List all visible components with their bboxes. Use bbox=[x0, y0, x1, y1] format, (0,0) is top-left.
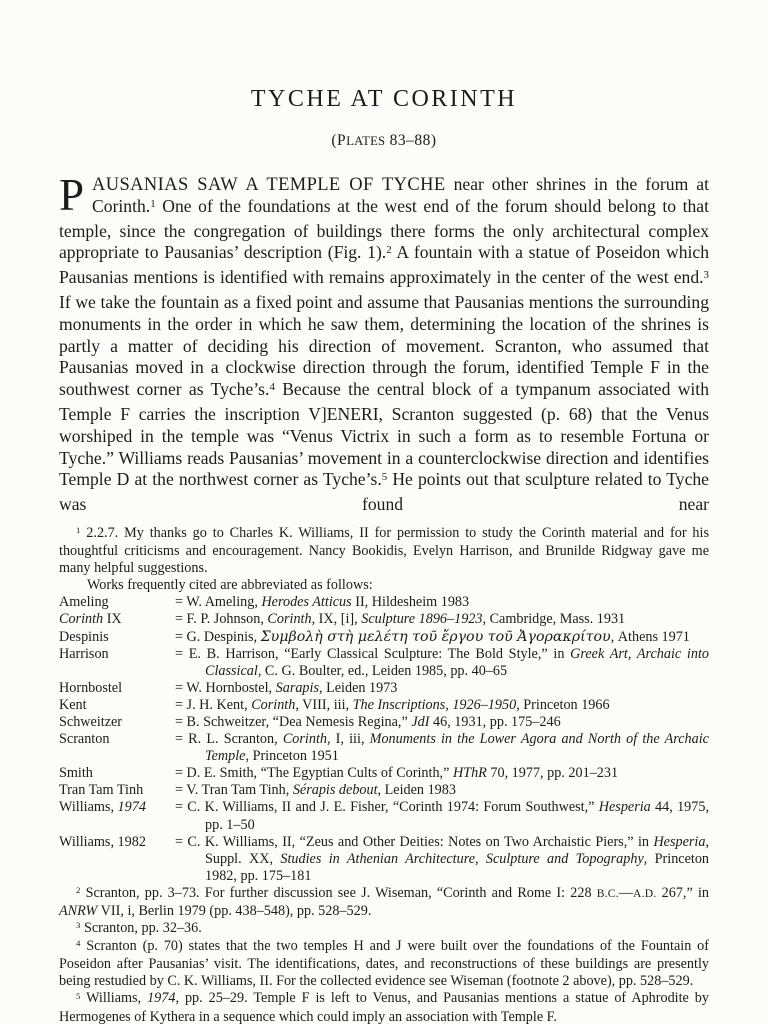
abbreviation-label: Despinis bbox=[59, 628, 109, 645]
abbreviation-row bbox=[59, 731, 709, 765]
abbreviation-list bbox=[59, 594, 709, 885]
abbreviation-definition: = R. L. Scranton, Corinth, I, iii, Monuments in the Lower Agora and North of the Archaic Temple, Princeton 1951 bbox=[175, 731, 709, 765]
abbreviation-definition: = V. Tran Tam Tinh, Sérapis debout, Leiden 1983 bbox=[175, 782, 456, 799]
abbreviation-row bbox=[59, 611, 709, 628]
abbreviation-row bbox=[59, 765, 709, 782]
page-title: TYCHE AT CORINTH bbox=[250, 86, 518, 112]
abbreviation-definition: = W. Hornbostel, Sarapis, Leiden 1973 bbox=[175, 679, 398, 696]
abbreviation-label: Smith bbox=[59, 765, 93, 782]
abbreviation-row bbox=[59, 782, 709, 799]
footnote-1: $^1$ 2.2.7. My thanks go to Charles K. Williams, II for permission to study the Corinth material and for his thoughtful criticisms and encouragement. Nancy Bookidis, Evelyn Harrison, and Brunilde Ridgway gave me many helpful suggestions. bbox=[59, 524, 709, 577]
abbreviation-label: Ameling bbox=[59, 594, 109, 611]
abbreviation-label: Scranton bbox=[59, 731, 110, 748]
opening-paragraph bbox=[59, 170, 709, 516]
dropcap-letter: P bbox=[59, 170, 85, 220]
works-cited-intro: Works frequently cited are abbreviated as follows: bbox=[87, 577, 373, 594]
footnotes-section bbox=[59, 525, 709, 1024]
paragraph-text: near other shrines in the forum at Corinth.$^1$ One of the foundations at the west end of the forum should belong to that temple, since the congregation of buildings there forms the only architectural complex appropriate to Pausanias’ description (Fig. 1).$^2$ A fountain with a statue of Poseidon which Pausanias mentions is identified with remains approximately in the center of the west end.$^3$ If we take the fountain as a fixed point and assume that Pausanias mentions the surrounding monuments in the order in which he saw them, determining the location of the shrines is partly a matter of deciding his direction of movement. Scranton, who assumed that Pausanias moved in a clockwise direction through the forum, identified Temple F in the southwest corner as Tyche’s.$^4$ Because the central block of a tympanum associated with Temple F carries the inscription V]ENERI, Scranton suggested (p. 68) that the Venus worshiped in the temple was “Venus Victrix in such a form as to resemble Fortuna or Tyche.” Williams reads Pausanias’ movement in a counterclockwise direction and identifies Temple D at the northwest corner as Tyche’s.$^5$ He points out that sculpture related to Tyche was found near bbox=[59, 174, 709, 515]
abbreviation-row bbox=[59, 594, 709, 611]
abbreviation-definition: = J. H. Kent, Corinth, VIII, iii, The Inscriptions, 1926–1950, Princeton 1966 bbox=[175, 696, 610, 713]
abbreviation-label: Tran Tam Tinh bbox=[59, 782, 144, 799]
abbreviation-row bbox=[59, 714, 709, 731]
footnote-5: $^5$ Williams, 1974, pp. 25–29. Temple F is left to Venus, and Pausanias mentions a statue of Aphrodite by Hermogenes of Kythera in a sequence which could imply an association with Temple F. bbox=[59, 990, 709, 1024]
abbreviation-row bbox=[59, 834, 709, 885]
lead-in-caps: AUSANIAS SAW A TEMPLE OF TYCHE bbox=[92, 174, 446, 194]
plates-line: (PLATES 83–88) bbox=[331, 132, 437, 149]
abbreviation-definition: = W. Ameling, Herodes Atticus II, Hildesheim 1983 bbox=[175, 594, 470, 611]
footnote-4: $^4$ Scranton (p. 70) states that the two temples H and J were built over the foundations of the Fountain of Poseidon after Pausanias’ visit. The identifications, dates, and reconstructions of these buildings are presently being restudied by C. K. Williams, II. For the collected evidence see Wiseman (footnote 2 above), pp. 528–529. bbox=[59, 938, 709, 990]
footnote-2: $^2$ Scranton, pp. 3–73. For further discussion see J. Wiseman, “Corinth and Rome I: 228 B.C.—A.D. 267,” in ANRW VII, i, Berlin 1979 (pp. 438–548), pp. 528–529. bbox=[59, 884, 709, 920]
abbreviation-label: Williams, 1982 bbox=[59, 833, 146, 850]
abbreviation-label: Kent bbox=[59, 696, 87, 713]
footnote-3: $^3$ Scranton, pp. 32–36. bbox=[76, 920, 202, 937]
abbreviation-definition: = B. Schweitzer, “Dea Nemesis Regina,” JdI 46, 1931, pp. 175–246 bbox=[175, 713, 561, 730]
abbreviation-definition: = G. Despinis, Συμβολὴ στὴ μελέτη τοῦ ἔργου τοῦ Ἀγορακρίτου, Athens 1971 bbox=[175, 628, 690, 645]
abbreviation-definition: = C. K. Williams, II, “Zeus and Other Deities: Notes on Two Archaistic Piers,” in Hesperia, Suppl. XX, Studies in Athenian Architecture, Sculpture and Topography, Princeton 1982, pp. 175–181 bbox=[175, 833, 710, 884]
abbreviation-label: Hornbostel bbox=[59, 679, 123, 696]
abbreviation-label: Williams, 1974 bbox=[59, 799, 146, 816]
abbreviation-definition: = F. P. Johnson, Corinth, IX, [i], Sculpture 1896–1923, Cambridge, Mass. 1931 bbox=[175, 611, 626, 628]
abbreviation-definition: = D. E. Smith, “The Egyptian Cults of Corinth,” HThR 70, 1977, pp. 201–231 bbox=[175, 765, 619, 782]
abbreviation-label: Schweitzer bbox=[59, 713, 123, 730]
abbreviation-label: Harrison bbox=[59, 645, 109, 662]
abbreviation-row bbox=[59, 629, 709, 646]
abbreviation-row bbox=[59, 697, 709, 714]
abbreviation-row bbox=[59, 799, 709, 833]
abbreviation-definition: = C. K. Williams, II and J. E. Fisher, “Corinth 1974: Forum Southwest,” Hesperia 44, 1975, pp. 1–50 bbox=[175, 799, 710, 833]
abbreviation-row bbox=[59, 646, 709, 680]
abbreviation-row bbox=[59, 680, 709, 697]
abbreviation-label: Corinth IX bbox=[59, 611, 122, 628]
abbreviation-definition: = E. B. Harrison, “Early Classical Sculpture: The Bold Style,” in Greek Art, Archaic into Classical, C. G. Boulter, ed., Leiden 1985, pp. 40–65 bbox=[175, 645, 709, 679]
